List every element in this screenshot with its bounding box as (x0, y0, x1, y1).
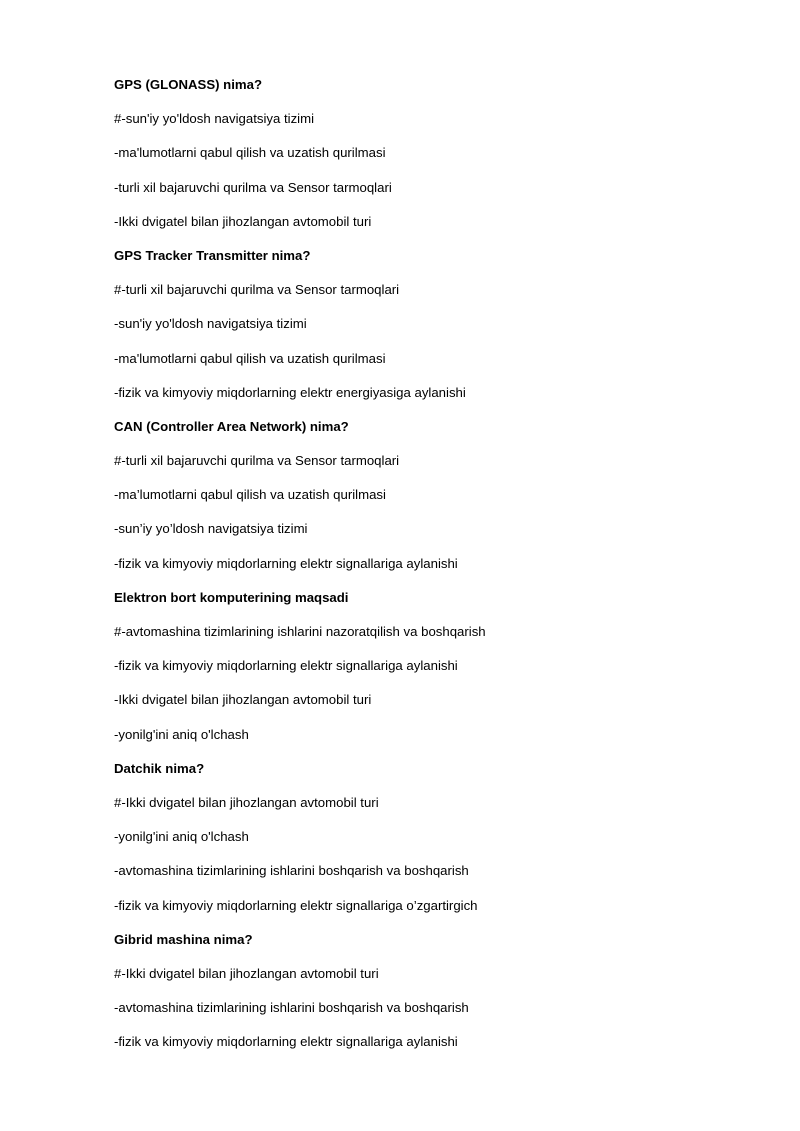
question-4: Elektron bort komputerining maqsadi (114, 589, 349, 605)
question-3: CAN (Controller Area Network) nima? (114, 418, 349, 434)
answer-option: -Ikki dvigatel bilan jihozlangan avtomobil turi (114, 213, 372, 229)
answer-option: -ma'lumotlarni qabul qilish va uzatish qurilmasi (114, 145, 386, 161)
answer-option: -turli xil bajaruvchi qurilma va Sensor tarmoqlari (114, 179, 392, 195)
question-2: GPS Tracker Transmitter nima? (114, 247, 311, 263)
question-6: Gibrid mashina nima? (114, 931, 253, 947)
answer-option: -yonilg'ini aniq o'lchash (114, 829, 249, 845)
answer-option: -yonilg'ini aniq o'lchash (114, 726, 249, 742)
answer-option: -fizik va kimyoviy miqdorlarning elektr signallariga o’zgartirgich (114, 897, 478, 913)
answer-option: -fizik va kimyoviy miqdorlarning elektr signallariga aylanishi (114, 658, 458, 674)
answer-option: -avtomashina tizimlarining ishlarini boshqarish va boshqarish (114, 863, 469, 879)
answer-option: #-turli xil bajaruvchi qurilma va Sensor tarmoqlari (114, 282, 400, 298)
answer-option: #-turli xil bajaruvchi qurilma va Sensor tarmoqlari (114, 453, 400, 469)
answer-option: -Ikki dvigatel bilan jihozlangan avtomobil turi (114, 692, 372, 708)
answer-option: -fizik va kimyoviy miqdorlarning elektr signallariga aylanishi (114, 555, 458, 571)
answer-option: -fizik va kimyoviy miqdorlarning elektr signallariga aylanishi (114, 1034, 458, 1050)
answer-option: -fizik va kimyoviy miqdorlarning elektr energiyasiga aylanishi (114, 384, 466, 400)
answer-option: -ma’lumotlarni qabul qilish va uzatish qurilmasi (114, 487, 386, 503)
answer-option: -sun’iy yo’ldosh navigatsiya tizimi (114, 521, 308, 537)
answer-option: #-Ikki dvigatel bilan jihozlangan avtomobil turi (114, 794, 379, 810)
document-body (114, 75, 714, 1066)
answer-option: -sun'iy yo'ldosh navigatsiya tizimi (114, 316, 307, 332)
question-5: Datchik nima? (114, 760, 205, 776)
answer-option: #-Ikki dvigatel bilan jihozlangan avtomobil turi (114, 965, 379, 981)
question-1: GPS (GLONASS) nima? (114, 77, 263, 92)
answer-option: #-avtomashina tizimlarining ishlarini nazoratqilish va boshqarish (114, 624, 486, 639)
answer-option: #-sun'iy yo'ldosh navigatsiya tizimi (114, 111, 315, 127)
answer-option: -avtomashina tizimlarining ishlarini boshqarish va boshqarish (114, 1000, 469, 1016)
answer-option: -ma'lumotlarni qabul qilish va uzatish qurilmasi (114, 350, 386, 366)
